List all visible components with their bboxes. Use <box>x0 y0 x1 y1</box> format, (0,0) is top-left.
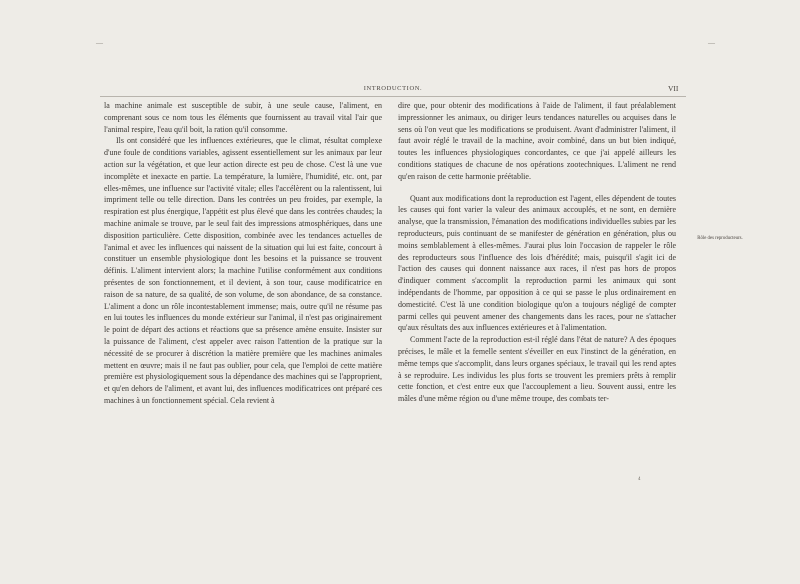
page-number: VII <box>668 84 679 93</box>
left-column <box>104 100 382 407</box>
running-head: INTRODUCTION. <box>363 85 423 92</box>
paragraph: Ils ont considéré que les influences extérieures, que le climat, résultat complexe d'une foule de conditions variables, agissent essentiellement sur les animaux par leur action sur la végétation, et que leur action directe est peu de chose. C'est là une vue incomplète et inexacte en partie. La température, la lumière, l'humidité, etc. ont, par elles-mêmes, une influence sur l'activité vitale; elles l'accélèrent ou la ralentissent, lui impriment telle ou telle direction. Dans les contrées un peu froides, par exemple, la respiration est plus énergique, l'appétit est plus élevé que dans les contrées chaudes; la machine animale se trouve, par le seul fait des impressions atmosphériques, dans une disposition particulière. Cette disposition, combinée avec les tendances actuelles de l'animal et avec les influences qui naissent de la situation qui lui est faite, concourt à constituer un ensemble physiologique dont les besoins et la puissance se trouvent définis. L'aliment intervient alors; la machine l'utilise conformément aux conditions présentes de son fonctionnement, et il devient, à son tour, cause modificatrice en raison de sa nature, de sa qualité, de son volume, de son abondance, de sa constance. L'aliment a donc un rôle incontestablement immense; mais, outre qu'il ne résume pas en lui toutes les influences du monde extérieur sur l'animal, il n'est pas originairement le point de départ des actions et réactions que sa présence amène ensuite. Insister sur la puissance de l'aliment, c'est appeler avec raison l'attention de la pratique sur la nécessité de se procurer à discrétion la matière première que les machines animales mettent en œuvre; mais il ne faut pas oublier, pour cela, que l'emploi de cette matière première est physiologiquement sous la dépendance des machines qui se l'approprient, et qu'en dehors de l'aliment, et avant lui, des influences modificatrices ont préparé ces machines à un fonctionnement spécial. Cela revient à <box>104 136 382 405</box>
paragraph: Comment l'acte de la reproduction est-il réglé dans l'état de nature? A des époques précises, le mâle et la femelle sentent s'éveiller en eux l'instinct de la génération, en même temps que s'accomplit, dans leurs organes spéciaux, le travail qui les rend aptes à se reproduire. Les individus les plus forts se trouvent les premiers prêts à remplir cette fonction, et c'est entre eux que l'accouplement a lieu. Souvent aussi, entre les mâles d'une même région ou d'une même troupe, des combats ter- <box>398 335 676 404</box>
crop-mark: — <box>96 39 103 47</box>
right-column <box>398 100 676 405</box>
margin-note: Rôle des reproducteurs. <box>697 236 743 241</box>
signature-mark: 4 <box>638 477 641 482</box>
header-rule <box>100 96 686 97</box>
paragraph: la machine animale est susceptible de subir, à une seule cause, l'aliment, en comprenant sous ce nom tous les éléments que fournissent au travail vital l'air que l'animal respire, l'eau qu'il boit, la ration qu'il consomme. <box>104 101 382 134</box>
crop-mark: — <box>708 39 715 47</box>
paragraph: dire que, pour obtenir des modifications à l'aide de l'aliment, il faut préalablement impressionner les animaux, ou diriger leurs tendances naturelles ou acquises dans le sens où l'on veut que les modifications se produisent. Avant d'administrer l'aliment, il faut avoir réglé le travail de la machine, avoir combiné, dans un but bien indiqué, toutes les influences physiologiques concordantes, ce que j'ai appelé ailleurs les conditions statiques de chacune de nos opérations zootechniques. L'aliment ne rend qu'en raison de cette harmonie préétablie. <box>398 101 676 181</box>
paragraph: Quant aux modifications dont la reproduction est l'agent, elles dépendent de toutes les causes qui font varier la valeur des animaux accouplés, et ne sont, en dernière analyse, que la transmission, l'émanation des modifications individuelles subies par les reproducteurs, puis continuant de se manifester de génération en génération, plus ou moins semblablement à elles-mêmes. J'aurai plus loin l'occasion de rappeler le rôle des reproducteurs sous l'influence des lois d'hérédité; mais, puisqu'il s'agit ici de l'action des causes qui donnent naissance aux races, il n'est pas hors de propos d'indiquer comment s'accomplit la reproduction parmi les animaux qui sont indépendants de l'homme, par opposition à ce qui se passe le plus ordinairement en domesticité. C'est là une condition biologique qu'on a toujours négligé de compter parmi celles qui peuvent amener des changements dans les races, pour ne s'attacher qu'aux résultats des aux influences extérieures et à l'alimentation. <box>398 193 676 333</box>
